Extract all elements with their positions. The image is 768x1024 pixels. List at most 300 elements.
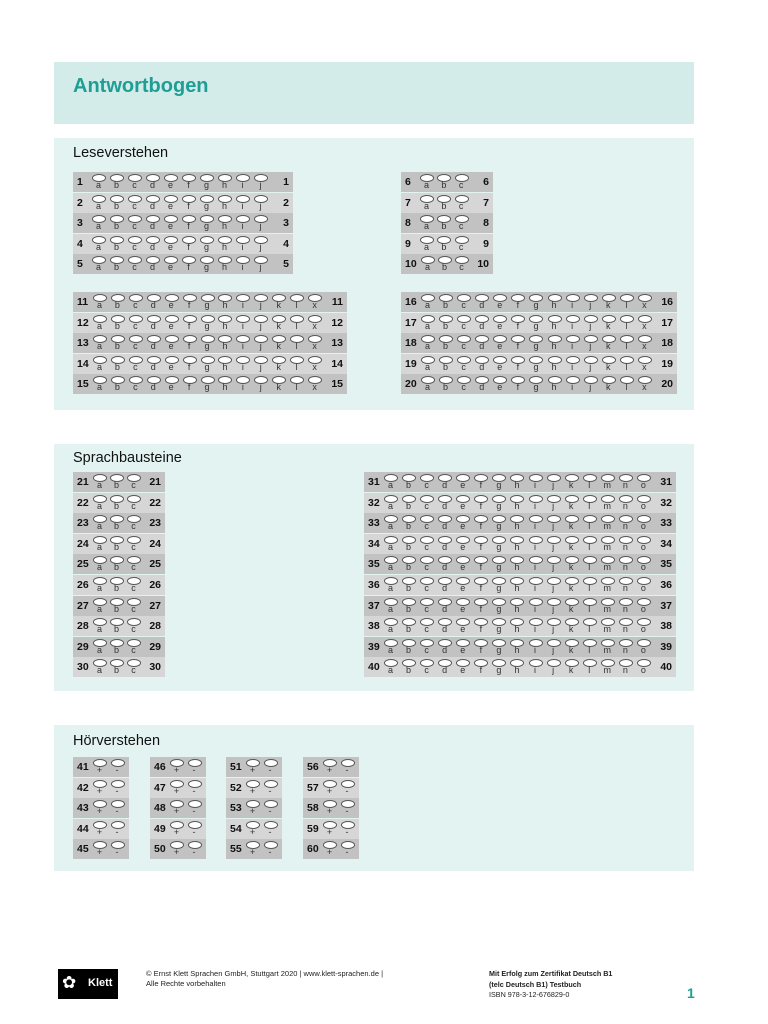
answer-option-5-c[interactable] [127,255,143,274]
answer-option-19-f[interactable] [510,355,526,374]
answer-option-38-b[interactable] [401,617,417,636]
answer-option-5-g[interactable] [199,255,215,274]
answer-option-38-g[interactable] [491,617,507,636]
answer-option-34-e[interactable] [455,535,471,554]
answer-option-32-g[interactable] [491,494,507,513]
answer-option-32-e[interactable] [455,494,471,513]
answer-option-27-a[interactable] [92,597,108,616]
answer-option-35-n[interactable] [618,555,634,574]
answer-option-36-g[interactable] [491,576,507,595]
answer-option-38-i[interactable] [528,617,544,636]
answer-option-17-b[interactable] [438,314,454,333]
answer-option-16-c[interactable] [456,293,472,312]
answer-option-12-j[interactable] [253,314,269,333]
answer-option-12-c[interactable] [128,314,144,333]
answer-option-32-d[interactable] [437,494,453,513]
answer-option-39-f[interactable] [473,638,489,657]
answer-option-32-f[interactable] [473,494,489,513]
answer-option-40-j[interactable] [546,658,562,677]
answer-option-18-c[interactable] [456,334,472,353]
answer-option-36-l[interactable] [582,576,598,595]
answer-option-21-c[interactable] [126,473,142,492]
answer-option-33-b[interactable] [401,514,417,533]
answer-option-33-h[interactable] [509,514,525,533]
answer-option-33-c[interactable] [419,514,435,533]
answer-option-11-f[interactable] [182,293,198,312]
answer-option-1-d[interactable] [145,173,161,192]
answer-option-22-c[interactable] [126,494,142,513]
answer-option-15-a[interactable] [92,375,108,394]
answer-option-33-g[interactable] [491,514,507,533]
answer-option-33-k[interactable] [564,514,580,533]
answer-option-6-b[interactable] [436,173,452,192]
answer-option-23-c[interactable] [126,514,142,533]
answer-option-4-g[interactable] [199,235,215,254]
answer-option-13-e[interactable] [164,334,180,353]
answer-option-5-a[interactable] [91,255,107,274]
answer-option-14-k[interactable] [271,355,287,374]
answer-option-58-plus[interactable] [322,799,338,818]
answer-option-4-h[interactable] [217,235,233,254]
answer-option-9-c[interactable] [454,235,470,254]
answer-option-37-n[interactable] [618,597,634,616]
answer-option-14-f[interactable] [182,355,198,374]
answer-option-13-k[interactable] [271,334,287,353]
answer-option-8-b[interactable] [436,214,452,233]
answer-option-5-i[interactable] [235,255,251,274]
answer-option-6-c[interactable] [454,173,470,192]
answer-option-20-x[interactable] [637,375,653,394]
answer-option-15-i[interactable] [235,375,251,394]
answer-option-2-a[interactable] [91,194,107,213]
answer-option-13-l[interactable] [289,334,305,353]
answer-option-13-c[interactable] [128,334,144,353]
answer-option-36-a[interactable] [383,576,399,595]
answer-option-42-minus[interactable] [110,779,126,798]
answer-option-3-e[interactable] [163,214,179,233]
answer-option-3-c[interactable] [127,214,143,233]
answer-option-56-minus[interactable] [340,758,356,777]
answer-option-54-minus[interactable] [263,820,279,839]
answer-option-33-e[interactable] [455,514,471,533]
answer-option-33-o[interactable] [636,514,652,533]
answer-option-16-h[interactable] [547,293,563,312]
answer-option-55-plus[interactable] [245,840,261,859]
answer-option-2-e[interactable] [163,194,179,213]
answer-option-45-plus[interactable] [92,840,108,859]
answer-option-37-j[interactable] [546,597,562,616]
answer-option-31-d[interactable] [437,473,453,492]
answer-option-19-x[interactable] [637,355,653,374]
answer-option-31-a[interactable] [383,473,399,492]
answer-option-20-g[interactable] [528,375,544,394]
answer-option-11-g[interactable] [200,293,216,312]
answer-option-1-a[interactable] [91,173,107,192]
answer-option-4-c[interactable] [127,235,143,254]
answer-option-36-i[interactable] [528,576,544,595]
answer-option-24-b[interactable] [109,535,125,554]
answer-option-17-f[interactable] [510,314,526,333]
answer-option-34-h[interactable] [509,535,525,554]
answer-option-14-g[interactable] [200,355,216,374]
answer-option-19-h[interactable] [547,355,563,374]
answer-option-18-e[interactable] [492,334,508,353]
answer-option-37-l[interactable] [582,597,598,616]
answer-option-37-h[interactable] [509,597,525,616]
answer-option-37-d[interactable] [437,597,453,616]
answer-option-60-minus[interactable] [340,840,356,859]
answer-option-12-l[interactable] [289,314,305,333]
answer-option-39-d[interactable] [437,638,453,657]
answer-option-19-a[interactable] [420,355,436,374]
answer-option-11-j[interactable] [253,293,269,312]
answer-option-59-plus[interactable] [322,820,338,839]
answer-option-33-l[interactable] [582,514,598,533]
answer-option-13-b[interactable] [110,334,126,353]
answer-option-43-minus[interactable] [110,799,126,818]
answer-option-20-l[interactable] [619,375,635,394]
answer-option-43-plus[interactable] [92,799,108,818]
answer-option-40-i[interactable] [528,658,544,677]
answer-option-19-k[interactable] [601,355,617,374]
answer-option-40-n[interactable] [618,658,634,677]
answer-option-14-d[interactable] [146,355,162,374]
answer-option-31-i[interactable] [528,473,544,492]
answer-option-37-a[interactable] [383,597,399,616]
answer-option-1-g[interactable] [199,173,215,192]
answer-option-45-minus[interactable] [110,840,126,859]
answer-option-57-plus[interactable] [322,779,338,798]
answer-option-35-h[interactable] [509,555,525,574]
answer-option-1-j[interactable] [253,173,269,192]
answer-option-2-d[interactable] [145,194,161,213]
answer-option-32-l[interactable] [582,494,598,513]
answer-option-39-l[interactable] [582,638,598,657]
answer-option-35-g[interactable] [491,555,507,574]
answer-option-38-j[interactable] [546,617,562,636]
answer-option-17-k[interactable] [601,314,617,333]
answer-option-33-a[interactable] [383,514,399,533]
answer-option-9-a[interactable] [419,235,435,254]
answer-option-25-c[interactable] [126,555,142,574]
answer-option-3-f[interactable] [181,214,197,233]
answer-option-38-n[interactable] [618,617,634,636]
answer-option-25-b[interactable] [109,555,125,574]
answer-option-4-b[interactable] [109,235,125,254]
answer-option-19-i[interactable] [565,355,581,374]
answer-option-13-x[interactable] [307,334,323,353]
answer-option-33-f[interactable] [473,514,489,533]
answer-option-31-h[interactable] [509,473,525,492]
answer-option-14-c[interactable] [128,355,144,374]
answer-option-32-k[interactable] [564,494,580,513]
answer-option-16-f[interactable] [510,293,526,312]
answer-option-12-i[interactable] [235,314,251,333]
answer-option-12-f[interactable] [182,314,198,333]
answer-option-20-a[interactable] [420,375,436,394]
answer-option-24-a[interactable] [92,535,108,554]
answer-option-14-i[interactable] [235,355,251,374]
answer-option-33-m[interactable] [600,514,616,533]
answer-option-13-i[interactable] [235,334,251,353]
answer-option-32-b[interactable] [401,494,417,513]
answer-option-14-a[interactable] [92,355,108,374]
answer-option-28-b[interactable] [109,617,125,636]
answer-option-31-f[interactable] [473,473,489,492]
answer-option-34-m[interactable] [600,535,616,554]
answer-option-11-c[interactable] [128,293,144,312]
answer-option-20-j[interactable] [583,375,599,394]
answer-option-2-j[interactable] [253,194,269,213]
answer-option-40-g[interactable] [491,658,507,677]
answer-option-11-l[interactable] [289,293,305,312]
answer-option-30-b[interactable] [109,658,125,677]
answer-option-5-h[interactable] [217,255,233,274]
answer-option-15-x[interactable] [307,375,323,394]
answer-option-50-plus[interactable] [169,840,185,859]
answer-option-19-g[interactable] [528,355,544,374]
answer-option-35-a[interactable] [383,555,399,574]
answer-option-31-n[interactable] [618,473,634,492]
answer-option-42-plus[interactable] [92,779,108,798]
answer-option-38-h[interactable] [509,617,525,636]
answer-option-32-c[interactable] [419,494,435,513]
answer-option-18-g[interactable] [528,334,544,353]
answer-option-12-a[interactable] [92,314,108,333]
answer-option-27-b[interactable] [109,597,125,616]
answer-option-13-f[interactable] [182,334,198,353]
answer-option-36-b[interactable] [401,576,417,595]
answer-option-16-e[interactable] [492,293,508,312]
answer-option-4-f[interactable] [181,235,197,254]
answer-option-40-a[interactable] [383,658,399,677]
answer-option-31-o[interactable] [636,473,652,492]
answer-option-39-g[interactable] [491,638,507,657]
answer-option-11-h[interactable] [217,293,233,312]
answer-option-34-k[interactable] [564,535,580,554]
answer-option-17-h[interactable] [547,314,563,333]
answer-option-18-j[interactable] [583,334,599,353]
answer-option-19-d[interactable] [474,355,490,374]
answer-option-12-x[interactable] [307,314,323,333]
answer-option-37-g[interactable] [491,597,507,616]
answer-option-20-b[interactable] [438,375,454,394]
answer-option-24-c[interactable] [126,535,142,554]
answer-option-35-e[interactable] [455,555,471,574]
answer-option-36-e[interactable] [455,576,471,595]
answer-option-40-m[interactable] [600,658,616,677]
answer-option-31-l[interactable] [582,473,598,492]
answer-option-56-plus[interactable] [322,758,338,777]
answer-option-17-a[interactable] [420,314,436,333]
answer-option-27-c[interactable] [126,597,142,616]
answer-option-18-f[interactable] [510,334,526,353]
answer-option-3-j[interactable] [253,214,269,233]
answer-option-36-m[interactable] [600,576,616,595]
answer-option-40-e[interactable] [455,658,471,677]
answer-option-5-f[interactable] [181,255,197,274]
answer-option-35-j[interactable] [546,555,562,574]
answer-option-40-b[interactable] [401,658,417,677]
answer-option-19-l[interactable] [619,355,635,374]
answer-option-39-a[interactable] [383,638,399,657]
answer-option-19-b[interactable] [438,355,454,374]
answer-option-46-plus[interactable] [169,758,185,777]
answer-option-58-minus[interactable] [340,799,356,818]
answer-option-47-minus[interactable] [187,779,203,798]
answer-option-55-minus[interactable] [263,840,279,859]
answer-option-36-k[interactable] [564,576,580,595]
answer-option-17-d[interactable] [474,314,490,333]
answer-option-34-l[interactable] [582,535,598,554]
answer-option-21-a[interactable] [92,473,108,492]
answer-option-12-k[interactable] [271,314,287,333]
answer-option-35-f[interactable] [473,555,489,574]
answer-option-40-d[interactable] [437,658,453,677]
answer-option-7-a[interactable] [419,194,435,213]
answer-option-10-c[interactable] [454,255,470,274]
answer-option-35-l[interactable] [582,555,598,574]
answer-option-36-d[interactable] [437,576,453,595]
answer-option-4-d[interactable] [145,235,161,254]
answer-option-44-minus[interactable] [110,820,126,839]
answer-option-32-n[interactable] [618,494,634,513]
answer-option-38-a[interactable] [383,617,399,636]
answer-option-30-c[interactable] [126,658,142,677]
answer-option-31-m[interactable] [600,473,616,492]
answer-option-14-h[interactable] [217,355,233,374]
answer-option-15-h[interactable] [217,375,233,394]
answer-option-36-o[interactable] [636,576,652,595]
answer-option-14-e[interactable] [164,355,180,374]
answer-option-15-l[interactable] [289,375,305,394]
answer-option-41-plus[interactable] [92,758,108,777]
answer-option-36-n[interactable] [618,576,634,595]
answer-option-40-l[interactable] [582,658,598,677]
answer-option-48-plus[interactable] [169,799,185,818]
answer-option-11-k[interactable] [271,293,287,312]
answer-option-1-f[interactable] [181,173,197,192]
answer-option-2-i[interactable] [235,194,251,213]
answer-option-33-j[interactable] [546,514,562,533]
answer-option-37-e[interactable] [455,597,471,616]
answer-option-18-b[interactable] [438,334,454,353]
answer-option-20-e[interactable] [492,375,508,394]
answer-option-51-minus[interactable] [263,758,279,777]
answer-option-49-minus[interactable] [187,820,203,839]
answer-option-17-x[interactable] [637,314,653,333]
answer-option-14-l[interactable] [289,355,305,374]
answer-option-35-k[interactable] [564,555,580,574]
answer-option-2-h[interactable] [217,194,233,213]
answer-option-37-b[interactable] [401,597,417,616]
answer-option-5-e[interactable] [163,255,179,274]
answer-option-38-k[interactable] [564,617,580,636]
answer-option-12-e[interactable] [164,314,180,333]
answer-option-8-a[interactable] [419,214,435,233]
answer-option-35-d[interactable] [437,555,453,574]
answer-option-12-b[interactable] [110,314,126,333]
answer-option-5-b[interactable] [109,255,125,274]
answer-option-26-a[interactable] [92,576,108,595]
answer-option-31-e[interactable] [455,473,471,492]
answer-option-7-b[interactable] [436,194,452,213]
answer-option-38-l[interactable] [582,617,598,636]
answer-option-2-c[interactable] [127,194,143,213]
answer-option-51-plus[interactable] [245,758,261,777]
answer-option-54-plus[interactable] [245,820,261,839]
answer-option-11-a[interactable] [92,293,108,312]
answer-option-20-d[interactable] [474,375,490,394]
answer-option-3-g[interactable] [199,214,215,233]
answer-option-31-c[interactable] [419,473,435,492]
answer-option-16-l[interactable] [619,293,635,312]
answer-option-18-i[interactable] [565,334,581,353]
answer-option-29-b[interactable] [109,638,125,657]
answer-option-13-d[interactable] [146,334,162,353]
answer-option-5-j[interactable] [253,255,269,274]
answer-option-39-o[interactable] [636,638,652,657]
answer-option-33-i[interactable] [528,514,544,533]
answer-option-18-d[interactable] [474,334,490,353]
answer-option-18-a[interactable] [420,334,436,353]
answer-option-16-x[interactable] [637,293,653,312]
answer-option-1-b[interactable] [109,173,125,192]
answer-option-1-e[interactable] [163,173,179,192]
answer-option-38-e[interactable] [455,617,471,636]
answer-option-39-c[interactable] [419,638,435,657]
answer-option-40-h[interactable] [509,658,525,677]
answer-option-11-e[interactable] [164,293,180,312]
answer-option-35-i[interactable] [528,555,544,574]
answer-option-39-e[interactable] [455,638,471,657]
answer-option-6-a[interactable] [419,173,435,192]
answer-option-15-j[interactable] [253,375,269,394]
answer-option-17-i[interactable] [565,314,581,333]
answer-option-35-b[interactable] [401,555,417,574]
answer-option-31-j[interactable] [546,473,562,492]
answer-option-53-minus[interactable] [263,799,279,818]
answer-option-34-o[interactable] [636,535,652,554]
answer-option-17-g[interactable] [528,314,544,333]
answer-option-16-d[interactable] [474,293,490,312]
answer-option-30-a[interactable] [92,658,108,677]
answer-option-20-i[interactable] [565,375,581,394]
answer-option-26-c[interactable] [126,576,142,595]
answer-option-19-c[interactable] [456,355,472,374]
answer-option-32-m[interactable] [600,494,616,513]
answer-option-20-h[interactable] [547,375,563,394]
answer-option-11-x[interactable] [307,293,323,312]
answer-option-4-e[interactable] [163,235,179,254]
answer-option-23-a[interactable] [92,514,108,533]
answer-option-50-minus[interactable] [187,840,203,859]
answer-option-47-plus[interactable] [169,779,185,798]
answer-option-2-g[interactable] [199,194,215,213]
answer-option-31-k[interactable] [564,473,580,492]
answer-option-16-a[interactable] [420,293,436,312]
answer-option-34-j[interactable] [546,535,562,554]
answer-option-17-e[interactable] [492,314,508,333]
answer-option-32-j[interactable] [546,494,562,513]
answer-option-14-b[interactable] [110,355,126,374]
answer-option-37-m[interactable] [600,597,616,616]
answer-option-53-plus[interactable] [245,799,261,818]
answer-option-14-j[interactable] [253,355,269,374]
answer-option-3-d[interactable] [145,214,161,233]
answer-option-20-k[interactable] [601,375,617,394]
answer-option-3-a[interactable] [91,214,107,233]
